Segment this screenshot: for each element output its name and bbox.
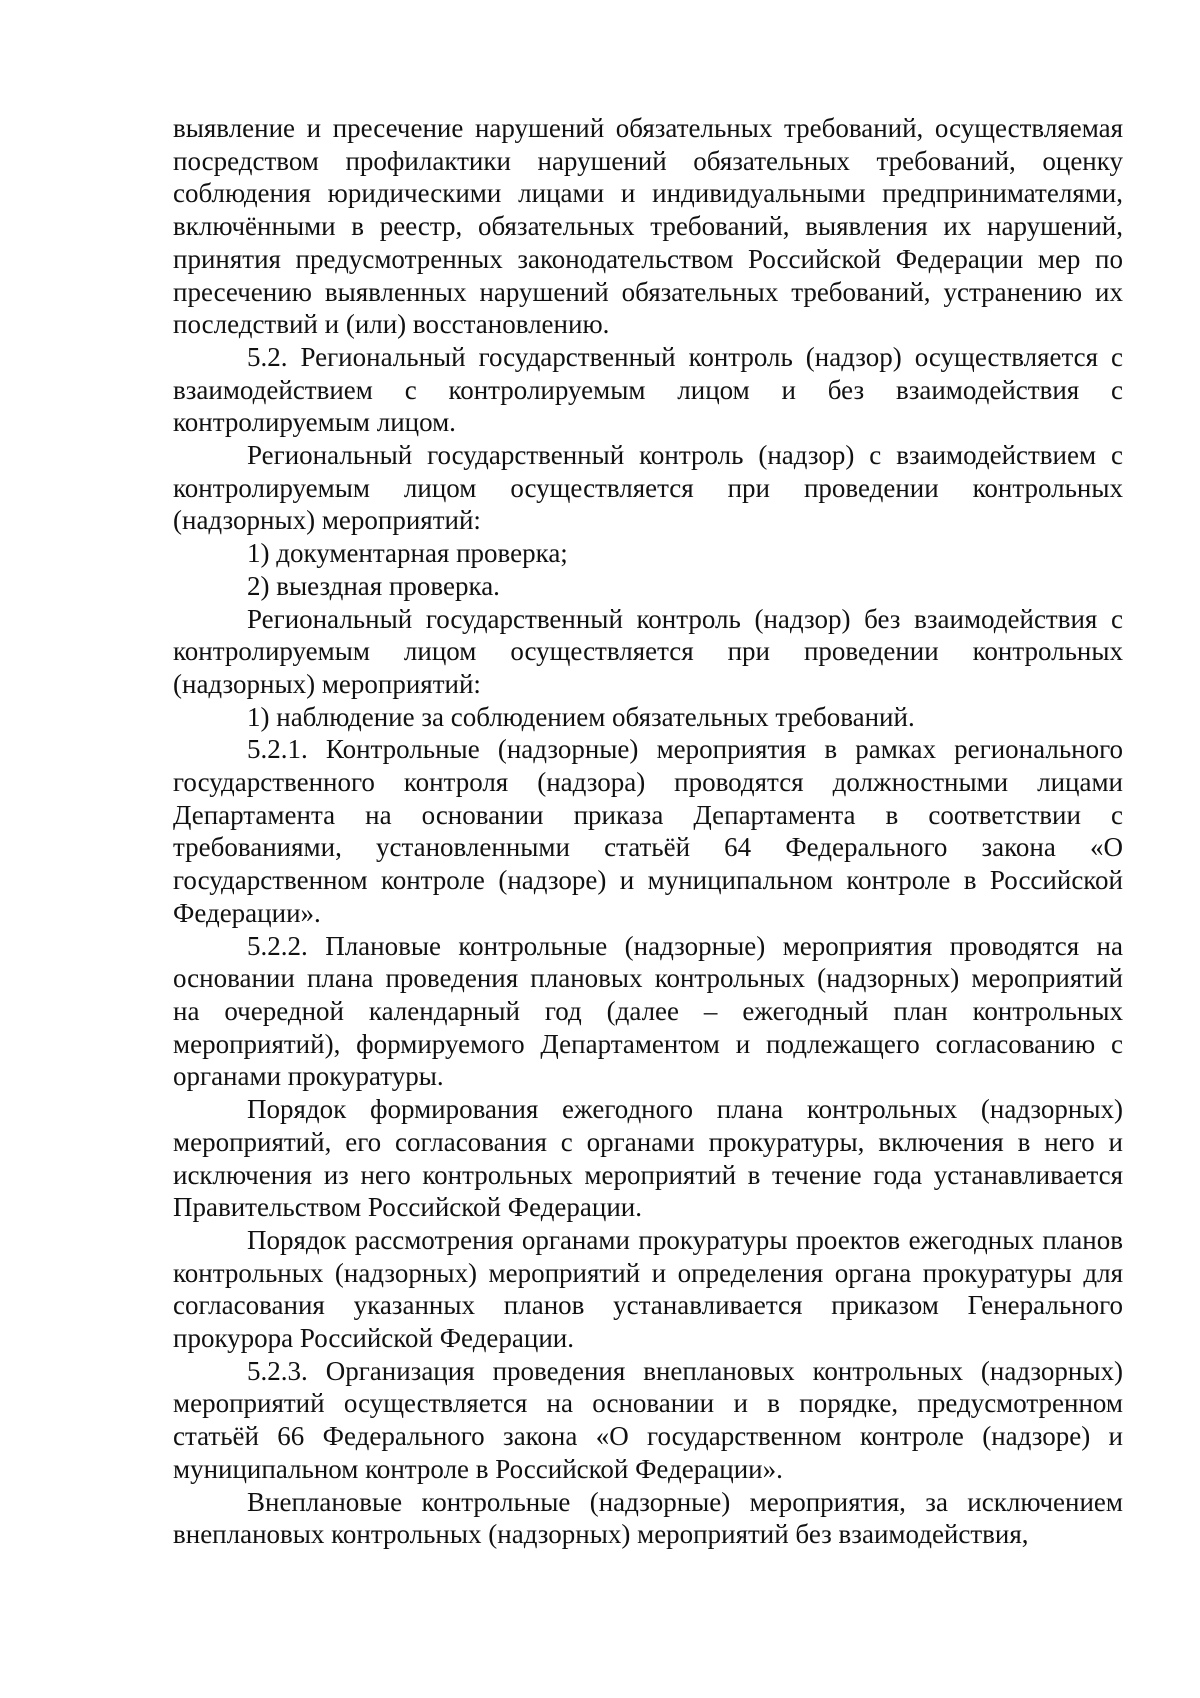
list-item-observation: 1) наблюдение за соблюдением обязательных требований.	[247, 701, 915, 732]
list-item-onsite-check: 2) выездная проверка.	[247, 570, 500, 601]
paragraph-5-2: 5.2. Региональный государственный контроль (надзор) осуществляется с взаимодействием с контролируемым лицом и без взаимодействия с контролируемым лицом.	[173, 341, 1123, 438]
paragraph-annual-plan-procedure: Порядок формирования ежегодного плана контрольных (надзорных) мероприятий, его согласования с органами прокуратуры, включения в него и исключения из него контрольных мероприятий в течение года устанавливается Правительством Российской Федерации.	[173, 1094, 1123, 1223]
paragraph-5-2-3: 5.2.3. Организация проведения внеплановых контрольных (надзорных) мероприятий осуществляется на основании и в порядке, предусмотренном статьёй 66 Федерального закона «О государственном контроле (надзоре) и муниципальном контроле в Российской Федерации».	[173, 1355, 1123, 1484]
paragraph-unscheduled-measures: Внеплановые контрольные (надзорные) мероприятия, за исключением внеплановых контрольных (надзорных) мероприятий без взаимодействия,	[173, 1486, 1123, 1550]
paragraph-5-2-2: 5.2.2. Плановые контрольные (надзорные) мероприятия проводятся на основании плана проведения плановых контрольных (надзорных) мероприятий на очередной календарный год (далее – ежегодный план контрольных мероприятий), формируемого Департаментом и подлежащего согласованию с органами прокуратуры.	[173, 930, 1123, 1092]
paragraph-violations-continuation: выявление и пресечение нарушений обязательных требований, осуществляемая посредством профилактики нарушений обязательных требований, оценку соблюдения юридическими лицами и индивидуальными предпринимателями, включёнными в реестр, обязательных требований, выявления их нарушений, принятия предусмотренных законодательством Российской Федерации мер по пресечению выявленных нарушений обязательных требований, устранению их последствий и (или) восстановлению.	[173, 113, 1123, 340]
document-page	[173, 112, 1123, 1551]
paragraph-with-interaction: Региональный государственный контроль (надзор) с взаимодействием с контролируемым лицом осуществляется при проведении контрольных (надзорных) мероприятий:	[173, 440, 1123, 536]
paragraph-5-2-1: 5.2.1. Контрольные (надзорные) мероприятия в рамках регионального государственного контроля (надзора) проводятся должностными лицами Департамента на основании приказа Департамента в соответствии с требованиями, установленными статьёй 64 Федерального закона «О государственном контроле (надзоре) и муниципальном контроле в Российской Федерации».	[173, 734, 1123, 928]
list-item-documentary-check: 1) документарная проверка;	[247, 538, 568, 569]
paragraph-prosecutor-review: Порядок рассмотрения органами прокуратуры проектов ежегодных планов контрольных (надзорных) мероприятий и определения органа прокуратуры для согласования указанных планов устанавливается приказом Генерального прокурора Российской Федерации.	[173, 1224, 1123, 1354]
paragraph-without-interaction: Региональный государственный контроль (надзор) без взаимодействия с контролируемым лицом осуществляется при проведении контрольных (надзорных) мероприятий:	[173, 603, 1123, 699]
